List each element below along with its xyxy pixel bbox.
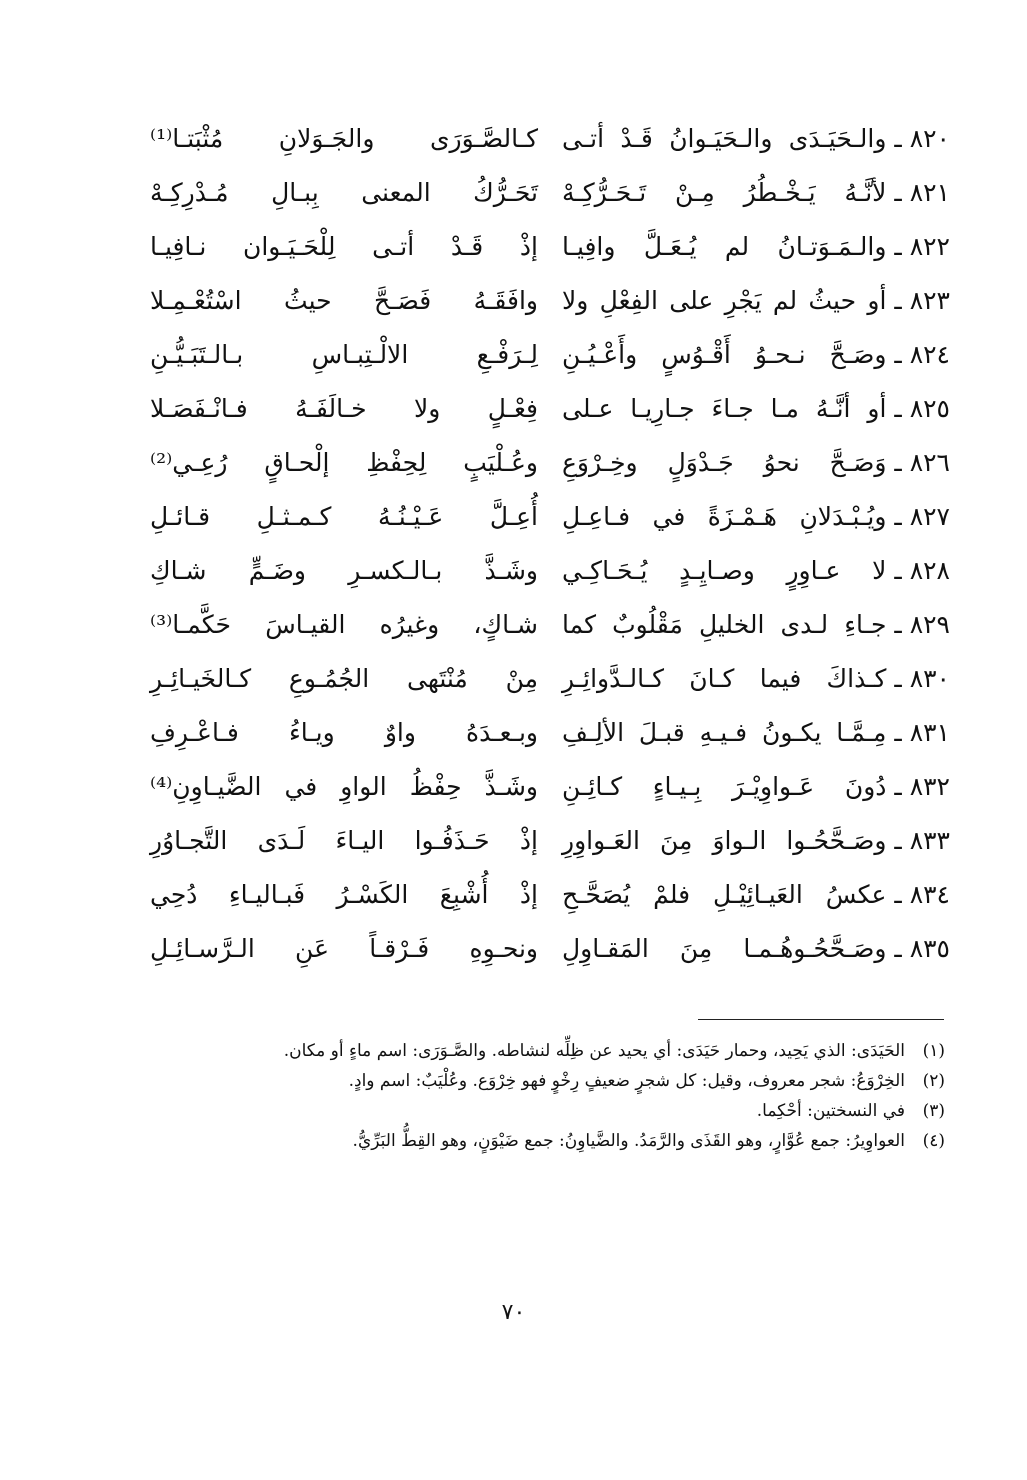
verse-second-hemistich: تَحَـرُّكُ المعنى بِبـالِ مُـدْرِكِـهْ: [150, 178, 538, 207]
verse-second-hemistich: وافَقَـهُ فَصَـحَّ حيثُ اسْتُعْـمِـلا: [150, 286, 538, 315]
verse-number: ٨٢١ ـ: [894, 178, 950, 207]
verse-first-hemistich: [550, 176, 950, 210]
verse-number: ٨٣١ ـ: [894, 718, 950, 747]
verse-first-text: والـمَـوَتـانُ لم يُـعَـلَّ وافِيـا: [562, 232, 887, 261]
verse-second-hemistich: وعُـلْيَبٍ لِحِفْظِ إلْحـاقٍ رُعِـي⁽²⁾: [150, 448, 538, 477]
verse-row: [150, 220, 950, 274]
verse-first-text: والـحَيَـدَى والـحَيَـوانُ قَـدْ أتـى: [562, 124, 887, 153]
footnote-mark: (٣): [922, 1101, 945, 1121]
verse-first-text: لا عـاوِرٍ وصـايِـدٍ يُـحَـاكِـي: [562, 556, 887, 585]
footnote-text: في النسختين: أحْكِما.: [756, 1101, 905, 1121]
verse-first-text: عكسُ العَيـائِيْـلِ فلمْ يُصَحَّـحِ: [562, 880, 887, 909]
verse-second-hemistich: فِعْـلٍ ولا خـالَفَـهُ فـانْـفَصَـلا: [150, 394, 538, 423]
verse-row: [150, 382, 950, 436]
verse-first-text: وصَـحَّحُـوهُـمـا مِنَ المَقـاوِلِ: [562, 934, 887, 963]
poem-verses: [150, 112, 950, 976]
verse-second-hemistich: لِـرَفْـعِ الالْـتِبـاسِ بـالـتَبَـيُّـنِ: [150, 340, 538, 369]
verse-row: [150, 166, 950, 220]
footnote: [140, 1066, 945, 1096]
footnote-text: الخِرْوَعُ: شجر معروف، وقيل: كل شجرٍ ضعيفٍ رِخْوٍ فهو خِرْوَع. وعُلْيَبٌ: اسم وادٍ.: [348, 1071, 905, 1091]
verse-number: ٨٢٤ ـ: [894, 340, 950, 369]
verse-second-hemistich: ونحـوِهِ فَـرْقـاً عَنِ الـرَّسـائِـلِ: [150, 934, 538, 963]
verse-second-hemistich: إذْ قَـدْ أتـى لِلْحَـيَـوان نـافِيـا: [150, 232, 538, 261]
footnote-divider: [698, 1019, 944, 1020]
verse-first-hemistich: [550, 716, 950, 750]
verse-first-hemistich: [550, 338, 950, 372]
verse-number: ٨٢٨ ـ: [894, 556, 950, 585]
verse-number: ٨٢٣ ـ: [894, 286, 950, 315]
footnote-mark: (١): [922, 1041, 945, 1061]
footnote-text: العواوِيرُ: جمع عُوَّارٍ، وهو القَذَى والرَّمَدُ. والضَّياوِنُ: جمع ضَيْوَنٍ، وهو القِطُّ البَرِّيُّ.: [352, 1131, 905, 1151]
verse-first-text: جـاءِ لـدى الخليلِ مَقْلُوبٌ كما: [562, 610, 887, 639]
verse-first-text: مِـمَّـا يكـونُ فـيـهِ قبـلَ الألِـفِ: [562, 718, 887, 747]
verse-first-hemistich: [550, 446, 950, 480]
footnote: [140, 1096, 945, 1126]
verse-first-hemistich: [550, 878, 950, 912]
footnote-text: الحَيَدَى: الذي يَحِيد، وحمار حَيَدَى: أي يحيد عن ظِلِّه لنشاطه. والصَّـوَرَى: اسم ماءٍ أو مكان.: [283, 1041, 905, 1061]
verse-number: ٨٢٢ ـ: [894, 232, 950, 261]
verse-row: [150, 760, 950, 814]
verse-row: [150, 436, 950, 490]
footnote: [140, 1126, 945, 1156]
verse-row: [150, 706, 950, 760]
verse-number: ٨٢٦ ـ: [894, 448, 950, 477]
verse-row: [150, 544, 950, 598]
verse-row: [150, 112, 950, 166]
verse-first-hemistich: [550, 392, 950, 426]
verse-row: [150, 922, 950, 976]
verse-number: ٨٣٥ ـ: [894, 934, 950, 963]
verse-second-hemistich: أُعِـلَّ عَـيْـنُـهُ كـمـثـلِ قـائـلِ: [150, 502, 538, 531]
verse-second-hemistich: مِنْ مُنْتَهى الجُمُـوعِ كـالخَيـائِـرِ: [150, 664, 538, 693]
verse-first-hemistich: [550, 770, 950, 804]
verse-row: [150, 598, 950, 652]
verse-number: ٨٢٠ ـ: [894, 124, 950, 153]
verse-first-text: كـذاكَ فيما كـانَ كـالـدَّوائِـرِ: [562, 664, 887, 693]
footnote-mark: (٢): [922, 1071, 945, 1091]
verse-first-text: أو أنَّـهُ مـا جـاءَ جـارِيـا عـلى: [562, 394, 887, 423]
verse-first-hemistich: [550, 554, 950, 588]
verse-row: [150, 652, 950, 706]
verse-second-hemistich: إذْ أُشْبِعَ الكَسْـرُ فَبـاليـاءِ دُحِي: [150, 880, 538, 909]
verse-number: ٨٢٥ ـ: [894, 394, 950, 423]
verse-second-hemistich: وبـعـدَهُ واوٌ ويـاءُ فـاعْـرِفِ: [150, 718, 538, 747]
verse-first-hemistich: [550, 662, 950, 696]
verse-first-text: ويُـبْـدَلانِ هَـمْـزَةً في فـاعِـلِ: [562, 502, 887, 531]
verse-first-hemistich: [550, 932, 950, 966]
page-number: ٧٠: [501, 1300, 526, 1325]
verse-first-text: وصَـحَّ نـحـوُ أَقْـوُسٍ وأَعْـيُـنِ: [562, 340, 887, 369]
verse-first-hemistich: [550, 500, 950, 534]
verse-number: ٨٣٣ ـ: [894, 826, 950, 855]
verse-number: ٨٣٤ ـ: [894, 880, 950, 909]
verse-first-hemistich: [550, 284, 950, 318]
verse-number: ٨٢٧ ـ: [894, 502, 950, 531]
verse-number: ٨٣٢ ـ: [894, 772, 950, 801]
footnotes: [140, 1036, 945, 1156]
verse-number: ٨٣٠ ـ: [894, 664, 950, 693]
verse-row: [150, 490, 950, 544]
verse-first-hemistich: [550, 122, 950, 156]
verse-first-hemistich: [550, 230, 950, 264]
verse-number: ٨٢٩ ـ: [894, 610, 950, 639]
footnote-mark: (٤): [922, 1131, 945, 1151]
verse-first-text: وصَـحَّحُـوا الـواوَ مِنَ العَـواوِرِ: [562, 826, 887, 855]
verse-first-text: وَصَـحَّ نحوُ جَـدْوَلٍ وخِـرْوَعِ: [562, 448, 887, 477]
verse-first-text: أو حيثُ لم يَجْرِ على الفِعْلِ ولا: [562, 286, 887, 315]
verse-second-hemistich: وشَـذَّ بـالـكسـرِ وضَـمٍّ شـاكِ: [150, 556, 538, 585]
verse-row: [150, 274, 950, 328]
footnote: [140, 1036, 945, 1066]
verse-second-hemistich: وشَـذَّ حِفْظُ الواوِ في الضَّيـاوِنِ⁽⁴⁾: [150, 772, 538, 801]
verse-row: [150, 814, 950, 868]
verse-row: [150, 868, 950, 922]
verse-first-hemistich: [550, 824, 950, 858]
verse-row: [150, 328, 950, 382]
verse-second-hemistich: كـالصَّـوَرَى والجَـوَلانِ مُثْبَتـا⁽¹⁾: [150, 124, 538, 153]
verse-second-hemistich: شـاكٍ، وغيرُه القيـاسَ حَكَّمـا⁽³⁾: [150, 610, 538, 639]
verse-first-hemistich: [550, 608, 950, 642]
verse-first-text: لأنَّـهُ يَـخْـطُرُ مِـنْ تَـحَـرُّكِـهْ: [562, 178, 887, 207]
verse-second-hemistich: إذْ حَـذَفُـوا اليـاءَ لَـدَى التَّجـاوُرِ: [150, 826, 538, 855]
verse-first-text: دُونَ عَـواوِيْـرَ بِـيـاءٍ كـائِـنِ: [562, 772, 887, 801]
